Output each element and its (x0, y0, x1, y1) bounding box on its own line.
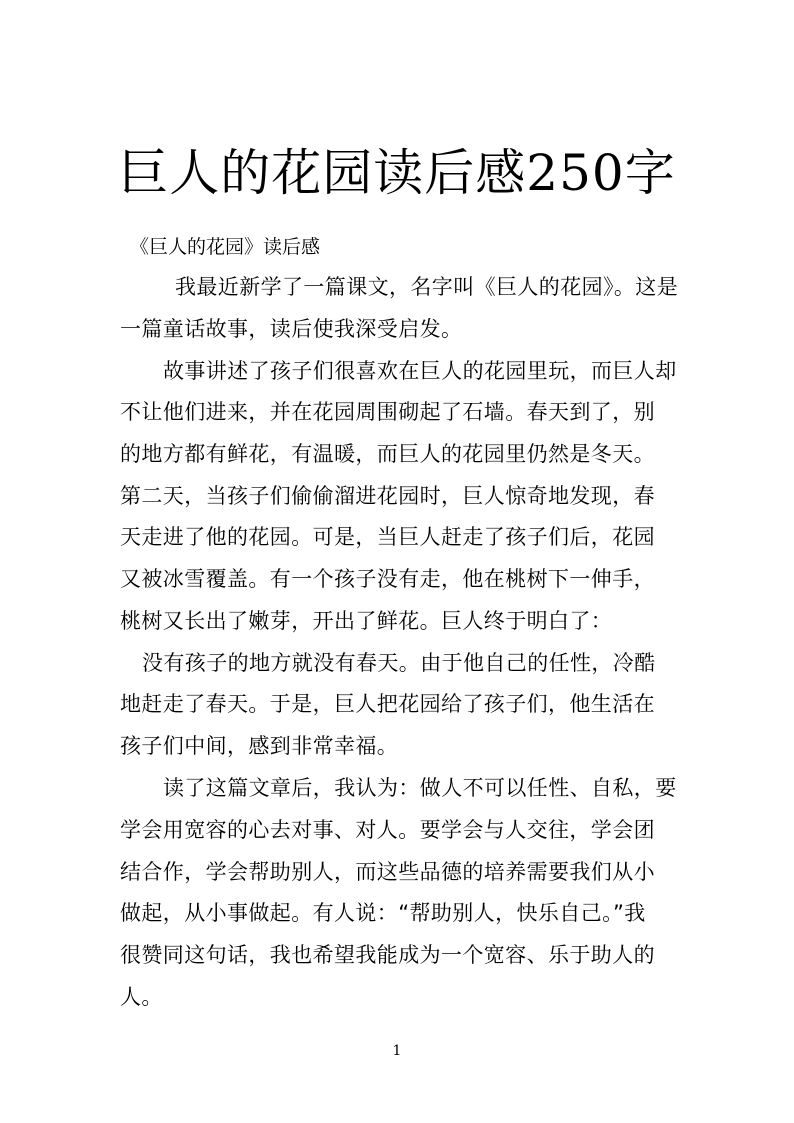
body-text-line: 的地方都有鲜花，有温暖，而巨人的花园里仍然是冬天。 (120, 442, 655, 466)
body-text-line: 很赞同这句话，我也希望我能成为一个宽容、乐于助人的 (120, 943, 655, 967)
body-text-line: 故事讲述了孩子们很喜欢在巨人的花园里玩，而巨人却 (163, 359, 677, 383)
body-text-line: 学会用宽容的心去对事、对人。要学会与人交往，学会团 (120, 818, 655, 842)
document-subtitle: 《巨人的花园》读后感 (130, 236, 321, 258)
body-text-line: 读了这篇文章后，我认为：做人不可以任性、自私，要 (163, 776, 677, 800)
body-text-line: 地赶走了春天。于是，巨人把花园给了孩子们，他生活在 (120, 692, 655, 716)
document-title: 巨人的花园读后感250字 (118, 144, 676, 202)
page-number: 1 (392, 1043, 402, 1059)
body-text-line: 我最近新学了一篇课文，名字叫《巨人的花园》。这是 (175, 275, 679, 299)
body-text-line: 结合作，学会帮助别人，而这些品德的培养需要我们从小 (120, 860, 655, 884)
body-text-line: 天走进了他的花园。可是，当巨人赶走了孩子们后，花园 (120, 525, 655, 549)
body-text-line: 孩子们中间，感到非常幸福。 (120, 734, 399, 758)
body-text-line: 没有孩子的地方就没有春天。由于他自己的任性，冷酷 (142, 651, 656, 675)
body-text-line: 第二天，当孩子们偷偷溜进花园时，巨人惊奇地发现，春 (120, 484, 655, 508)
body-text-line: 人。 (120, 985, 163, 1009)
body-text-line: 不让他们进来，并在花园周围砌起了石墙。春天到了，别 (120, 400, 655, 424)
body-text-line: 又被冰雪覆盖。有一个孩子没有走，他在桃树下一伸手， (120, 567, 655, 591)
body-text-line: 做起，从小事做起。有人说：“帮助别人，快乐自己。”我 (120, 901, 646, 925)
body-text-line: 桃树又长出了嫩芽，开出了鲜花。巨人终于明白了： (120, 609, 613, 633)
body-text-line: 一篇童话故事，读后使我深受启发。 (120, 317, 463, 341)
